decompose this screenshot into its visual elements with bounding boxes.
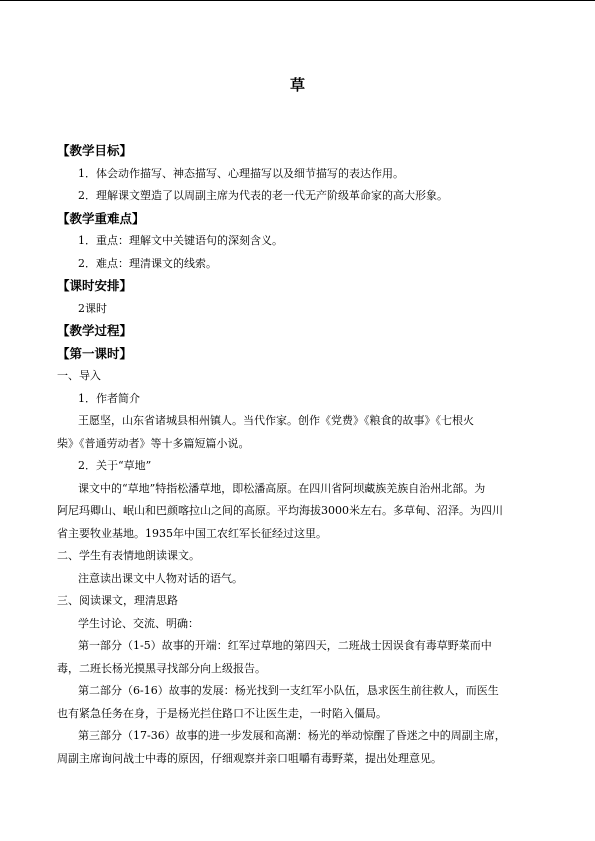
- paragraph-line: 二、学生有表情地朗读课文。: [57, 549, 200, 562]
- paragraph-line: 2．理解课文塑造了以周副主席为代表的老一代无产阶级革命家的高大形象。: [78, 189, 448, 202]
- paragraph-line: 第一部分（1-5）故事的开端：红军过草地的第四天，二班战士因误食有毒草野菜而中: [78, 639, 492, 652]
- section-heading-schedule: 【课时安排】: [57, 278, 133, 293]
- paragraph-line: 第三部分（17-36）故事的进一步发展和高潮：杨光的举动惊醒了昏迷之中的周副主席，: [78, 729, 506, 742]
- paragraph-line: 学生讨论、交流、明确：: [78, 616, 199, 630]
- paragraph-line: 省主要牧业基地。1935年中国工农红军长征经过这里。: [57, 526, 327, 540]
- paragraph-line: 周副主席询问战士中毒的原因，仔细观察并亲口咀嚼有毒野菜，提出处理意见。: [57, 751, 442, 765]
- paragraph-line: 一、导入: [57, 369, 101, 382]
- paragraph-line: 1．体会动作描写、神态描写、心理描写以及细节描写的表达作用。: [78, 166, 404, 180]
- paragraph-line: 课文中的“草地”特指松潘草地，即松潘高原。在四川省阿坝藏族羌族自治州北部。为: [78, 481, 486, 495]
- page-title: 草: [289, 76, 305, 94]
- paragraph-line: 2．难点：理清课文的线索。: [78, 256, 217, 270]
- section-heading-first-lesson: 【第一课时】: [57, 345, 133, 361]
- paragraph-line: 注意读出课文中人物对话的语气。: [78, 571, 243, 585]
- top-border-line: [0, 0, 595, 1]
- paragraph-line: 1．作者简介: [78, 391, 140, 405]
- paragraph-line: 1．重点：理解文中关键语句的深刻含义。: [78, 234, 283, 247]
- paragraph-line: 2．关于“草地”: [78, 459, 152, 472]
- paragraph-line: 柴》《普通劳动者》等十多篇短篇小说。: [57, 436, 250, 450]
- paragraph-line: 三、阅读课文，理清思路: [57, 594, 178, 607]
- paragraph-line: 第二部分（6-16）故事的发展：杨光找到一支红军小队伍，恳求医生前往救人，而医生: [78, 684, 499, 697]
- section-heading-process: 【教学过程】: [57, 323, 133, 338]
- section-heading-objectives: 【教学目标】: [57, 143, 133, 158]
- paragraph-line: 毒，二班长杨光摸黑寻找部分向上级报告。: [57, 661, 266, 675]
- paragraph-line: 阿尼玛卿山、岷山和巴颜喀拉山之间的高原。平均海拔3000米左右。多草甸、沼泽。为四川: [57, 504, 503, 517]
- paragraph-line: 也有紧急任务在身，于是杨光拦住路口不让医生走，一时陷入僵局。: [57, 706, 387, 720]
- paragraph-line: 2课时: [78, 301, 107, 315]
- section-heading-key-points: 【教学重难点】: [57, 210, 145, 226]
- paragraph-line: 王愿坚，山东省诸城县相州镇人。当代作家。创作《党费》《粮食的故事》《七根火: [78, 414, 474, 427]
- document-body: [57, 140, 547, 770]
